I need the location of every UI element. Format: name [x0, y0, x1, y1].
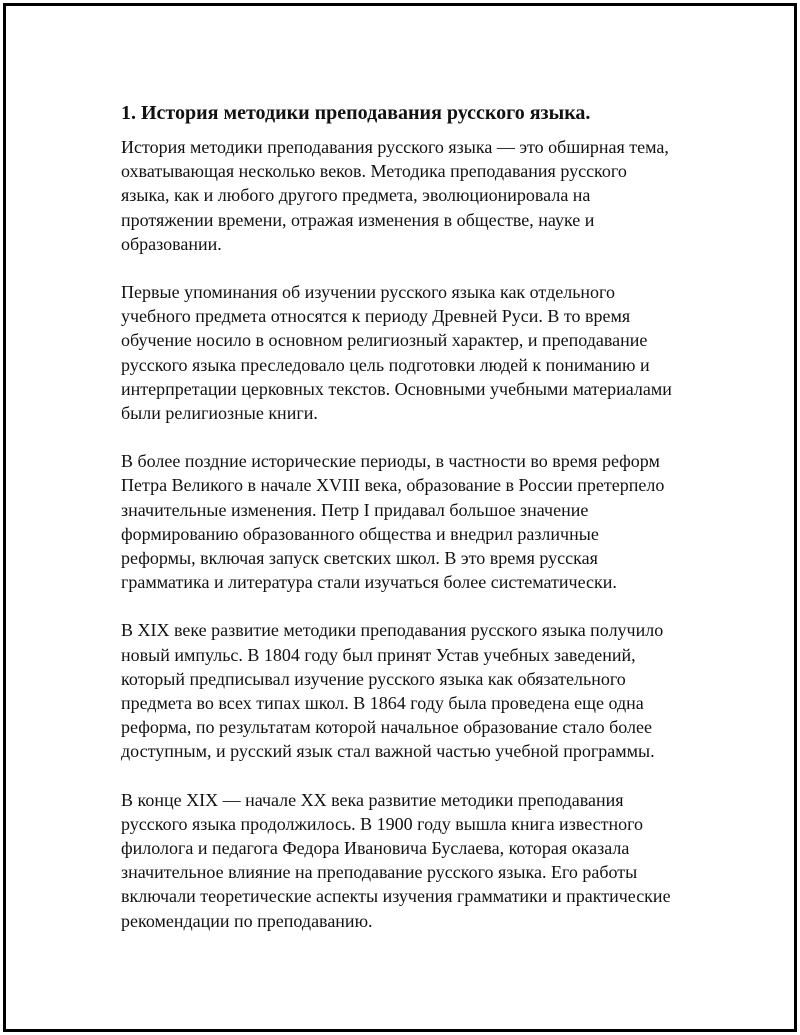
- text-line: реформы, включая запуск светских школ. В это время русская: [121, 548, 598, 569]
- text-line: значительное влияние на преподавание русского языка. Его работы: [121, 862, 638, 883]
- text-line: русского языка преследовало цель подготовки людей к пониманию и: [121, 354, 650, 375]
- paragraph-4: [121, 618, 701, 763]
- text-line: Первые упоминания об изучении русского языка как отдельного: [121, 282, 615, 303]
- text-line: формированию образованного общества и внедрил различные: [121, 523, 599, 544]
- text-line: языка, как и любого другого предмета, эволюционировала на: [121, 185, 591, 206]
- text-line: русского языка продолжилось. В 1900 году вышла книга известного: [121, 813, 644, 834]
- text-line: В XIX веке развитие методики преподавания русского языка получило: [121, 620, 664, 641]
- text-line: протяжении времени, отражая изменения в обществе, науке и: [121, 209, 595, 230]
- text-line: новый импульс. В 1804 году был принят Устав учебных заведений,: [121, 644, 636, 665]
- text-line: который предписывал изучение русского языка как обязательного: [121, 668, 626, 689]
- text-line: значительные изменения. Петр I придавал большое значение: [121, 499, 589, 520]
- paragraph-2: [121, 280, 701, 425]
- text-line: включали теоретические аспекты изучения грамматики и практические: [121, 886, 671, 907]
- text-line: охватывающая несколько веков. Методика преподавания русского: [121, 161, 627, 182]
- page-frame: [3, 3, 797, 1032]
- text-line: В конце XIX — начале XX века развитие методики преподавания: [121, 789, 624, 810]
- text-line: Петра Великого в начале XVIII века, образование в России претерпело: [121, 475, 665, 496]
- text-line: доступным, и русский язык стал важной частью учебной программы.: [121, 741, 655, 762]
- paragraph-5: [121, 788, 701, 933]
- section-heading: 1. История методики преподавания русского языка.: [121, 102, 591, 124]
- text-line: образовании.: [121, 233, 222, 254]
- text-line: филолога и педагога Федора Ивановича Буслаева, которая оказала: [121, 838, 630, 859]
- document-body: [121, 99, 701, 957]
- text-line: рекомендации по преподаванию.: [121, 910, 373, 931]
- text-line: были религиозные книги.: [121, 403, 318, 424]
- text-line: реформа, по результатам которой начальное образование стало более: [121, 717, 652, 738]
- text-line: История методики преподавания русского языка — это обширная тема,: [121, 137, 669, 157]
- text-line: интерпретации церковных текстов. Основными учебными материалами: [121, 378, 672, 399]
- paragraph-1: [121, 135, 701, 256]
- paragraph-3: [121, 449, 701, 594]
- text-line: обучение носило в основном религиозный характер, и преподавание: [121, 330, 648, 351]
- text-line: учебного предмета относятся к периоду Древней Руси. В то время: [121, 306, 631, 327]
- text-line: В более поздние исторические периоды, в частности во время реформ: [121, 451, 660, 472]
- text-line: предмета во всех типах школ. В 1864 году была проведена еще одна: [121, 693, 644, 714]
- text-line: грамматика и литература стали изучаться более систематически.: [121, 572, 617, 593]
